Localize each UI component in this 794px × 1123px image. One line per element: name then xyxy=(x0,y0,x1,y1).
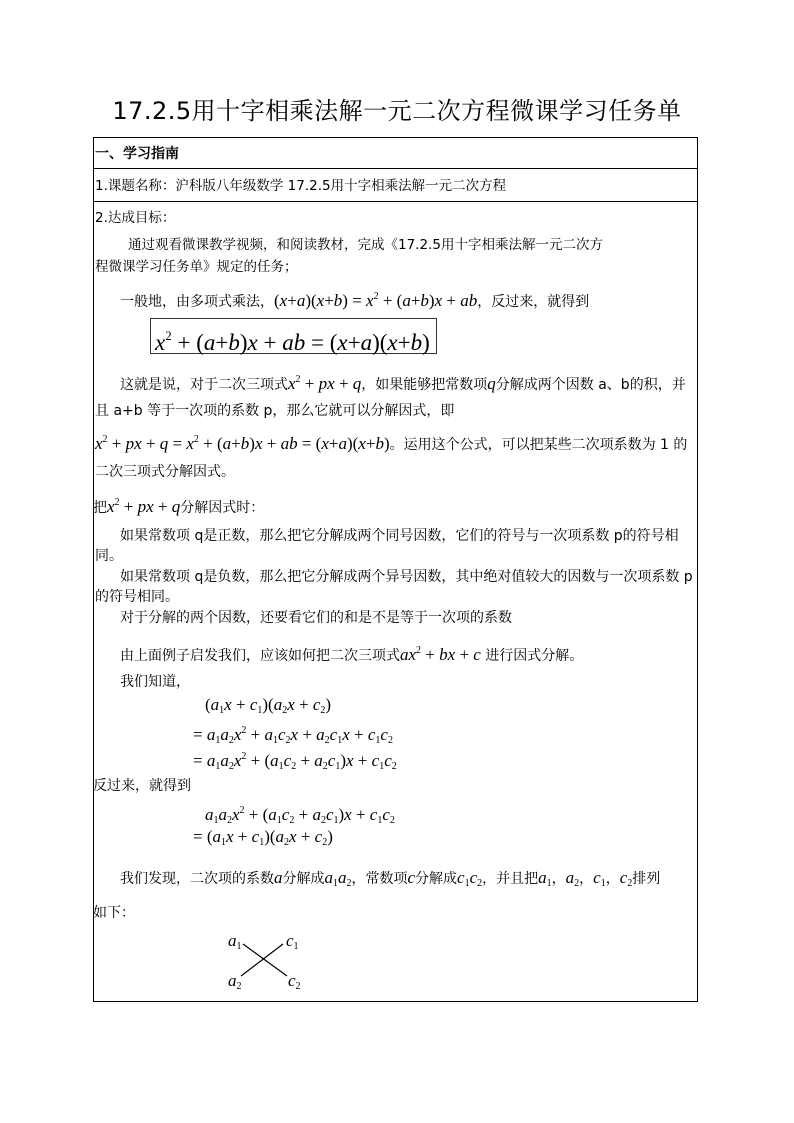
text: 这就是说，对于二次三项式 xyxy=(120,377,288,393)
rule-negative-line1: 如果常数项 q是负数，那么把它分解成两个异号因数，其中绝对值较大的因数与一次项系数 p xyxy=(120,569,693,585)
symbol-a2: $a_2$ xyxy=(565,868,580,889)
cross-label-a2 xyxy=(228,971,242,992)
separator: ， xyxy=(551,871,566,887)
subscript: 2 xyxy=(295,981,301,992)
rule-positive-line1: 如果常数项 q是正数，那么把它分解成两个同号因数，它们的符号与一次项系数 p的符号相 xyxy=(120,528,679,544)
formula-trinomial: $x^2$ + px + q xyxy=(107,497,181,516)
text: 我们发现，二次项的系数 xyxy=(120,871,274,887)
label: c xyxy=(286,931,294,950)
text: ，反过来，就得到 xyxy=(477,294,590,310)
derivation-line3: = $a_1a_2x^2 + (a_1c_2 + a_2c_1)x + c_1c_2$ xyxy=(193,751,397,772)
text: 把 xyxy=(93,500,107,516)
text: 一般地，由多项式乘法， xyxy=(120,294,274,310)
text: 排列 xyxy=(632,871,661,887)
paragraph-as-follows: 如下： xyxy=(93,905,135,921)
separator: ， xyxy=(579,871,594,887)
formula-factorization: $x^2$ + px + $q = x^2 + (a+b)x$ + ab = (x+a)(x+b) xyxy=(95,434,390,453)
boxed-formula: $x^2 + (a+b)x$ + ab = (x+a)(x+b) xyxy=(150,318,437,354)
symbol-c2: $c_2$ xyxy=(619,868,633,889)
formula-trinomial: $x^2$ + px + q xyxy=(288,374,362,393)
rule-negative-line2: 的符号相同。 xyxy=(95,589,179,605)
row-divider xyxy=(94,168,697,169)
section-heading: 一、学习指南 xyxy=(95,146,179,162)
paragraph-condition: 且 a+b 等于一次项的系数 p，那么它就可以分解因式，即 xyxy=(95,403,455,419)
cross-line-a1-c2 xyxy=(243,944,287,976)
label: a xyxy=(228,971,237,990)
text: 由上面例子启发我们，应该如何把二次三项式 xyxy=(120,648,400,664)
product-c1c2: $c_1c_2$ xyxy=(457,868,483,889)
subscript: 2 xyxy=(236,981,242,992)
document-title: 17.2.5用十字相乘法解一元二次方程微课学习任务单 xyxy=(112,97,682,125)
cross-line-c1-a2 xyxy=(241,944,283,976)
cross-label-a1 xyxy=(228,931,242,952)
separator: ， xyxy=(605,871,620,887)
cross-label-c2 xyxy=(288,971,301,992)
symbol-q: q xyxy=(487,374,496,393)
goal-label: 2.达成目标： xyxy=(95,210,176,226)
formula-expansion: $(x+a)(x+b) = x^2 + (a+b)x$ + ab xyxy=(274,291,478,310)
derivation-line2: = $a_1a_2x^2 + a_1c_2x + a_2c_1x + c_1c_2$ xyxy=(193,725,393,746)
paragraph-factoring-when xyxy=(93,493,264,518)
cross-label-c1 xyxy=(286,931,299,952)
topic-name: 1.课题名称：沪科版八年级数学 17.2.5用十字相乘法解一元二次方程 xyxy=(95,178,507,194)
text: 进行因式分解。 xyxy=(485,648,584,664)
reverse-line2: = $(a_1x + c_1)(a_2x + c_2)$ xyxy=(193,827,333,848)
text: ，并且把 xyxy=(482,871,539,887)
product-a1a2: $a_1a_2$ xyxy=(324,868,352,889)
symbol-c: c xyxy=(407,868,416,887)
paragraph-conclusion: 二次三项式分解因式。 xyxy=(95,464,235,480)
text: 分解成两个因数 a、b的积，并 xyxy=(495,377,686,393)
reverse-line1: $a_1a_2x^2 + (a_1c_2 + a_2c_1)x + c_1c_2$ xyxy=(205,805,395,826)
paragraph-trinomial xyxy=(120,370,686,395)
paragraph-general-trinomial xyxy=(120,641,583,666)
paragraph-formula-usage xyxy=(95,430,687,455)
symbol-a: a xyxy=(274,868,283,887)
subscript: 1 xyxy=(236,941,242,952)
formula-general-trinomial: $ax^2$ + bx + c xyxy=(400,645,481,664)
paragraph-polynomial-multiplication xyxy=(120,287,589,312)
text: ，如果能够把常数项 xyxy=(361,377,488,393)
rule-sum-check: 对于分解的两个因数，还要看它们的和是不是等于一次项的系数 xyxy=(120,610,512,626)
goal-text-line2: 程微课学习任务单》规定的任务； xyxy=(95,259,298,275)
paragraph-we-know: 我们知道， xyxy=(120,674,190,690)
rule-positive-line2: 同。 xyxy=(95,548,123,564)
paragraph-reverse: 反过来，就得到 xyxy=(93,778,191,794)
symbol-a1: $a_1$ xyxy=(538,868,552,889)
paragraph-discovery xyxy=(120,868,660,894)
text: ，常数项 xyxy=(351,871,408,887)
row-divider xyxy=(94,201,697,202)
subscript: 1 xyxy=(293,941,299,952)
label: c xyxy=(288,971,296,990)
derivation-line1: $(a_1x + c_1)(a_2x + c_2)$ xyxy=(205,695,332,716)
goal-text-line1: 通过观看微课教学视频，和阅读教材，完成《17.2.5用十字相乘法解一元二次方 xyxy=(128,237,603,253)
text: 分解成 xyxy=(415,871,458,887)
text: 分解因式时： xyxy=(180,500,265,516)
label: a xyxy=(228,931,237,950)
symbol-c1: $c_1$ xyxy=(593,868,606,889)
text: 。运用这个公式，可以把某些二次项系数为 1 的 xyxy=(389,437,688,453)
text: 分解成 xyxy=(282,871,325,887)
